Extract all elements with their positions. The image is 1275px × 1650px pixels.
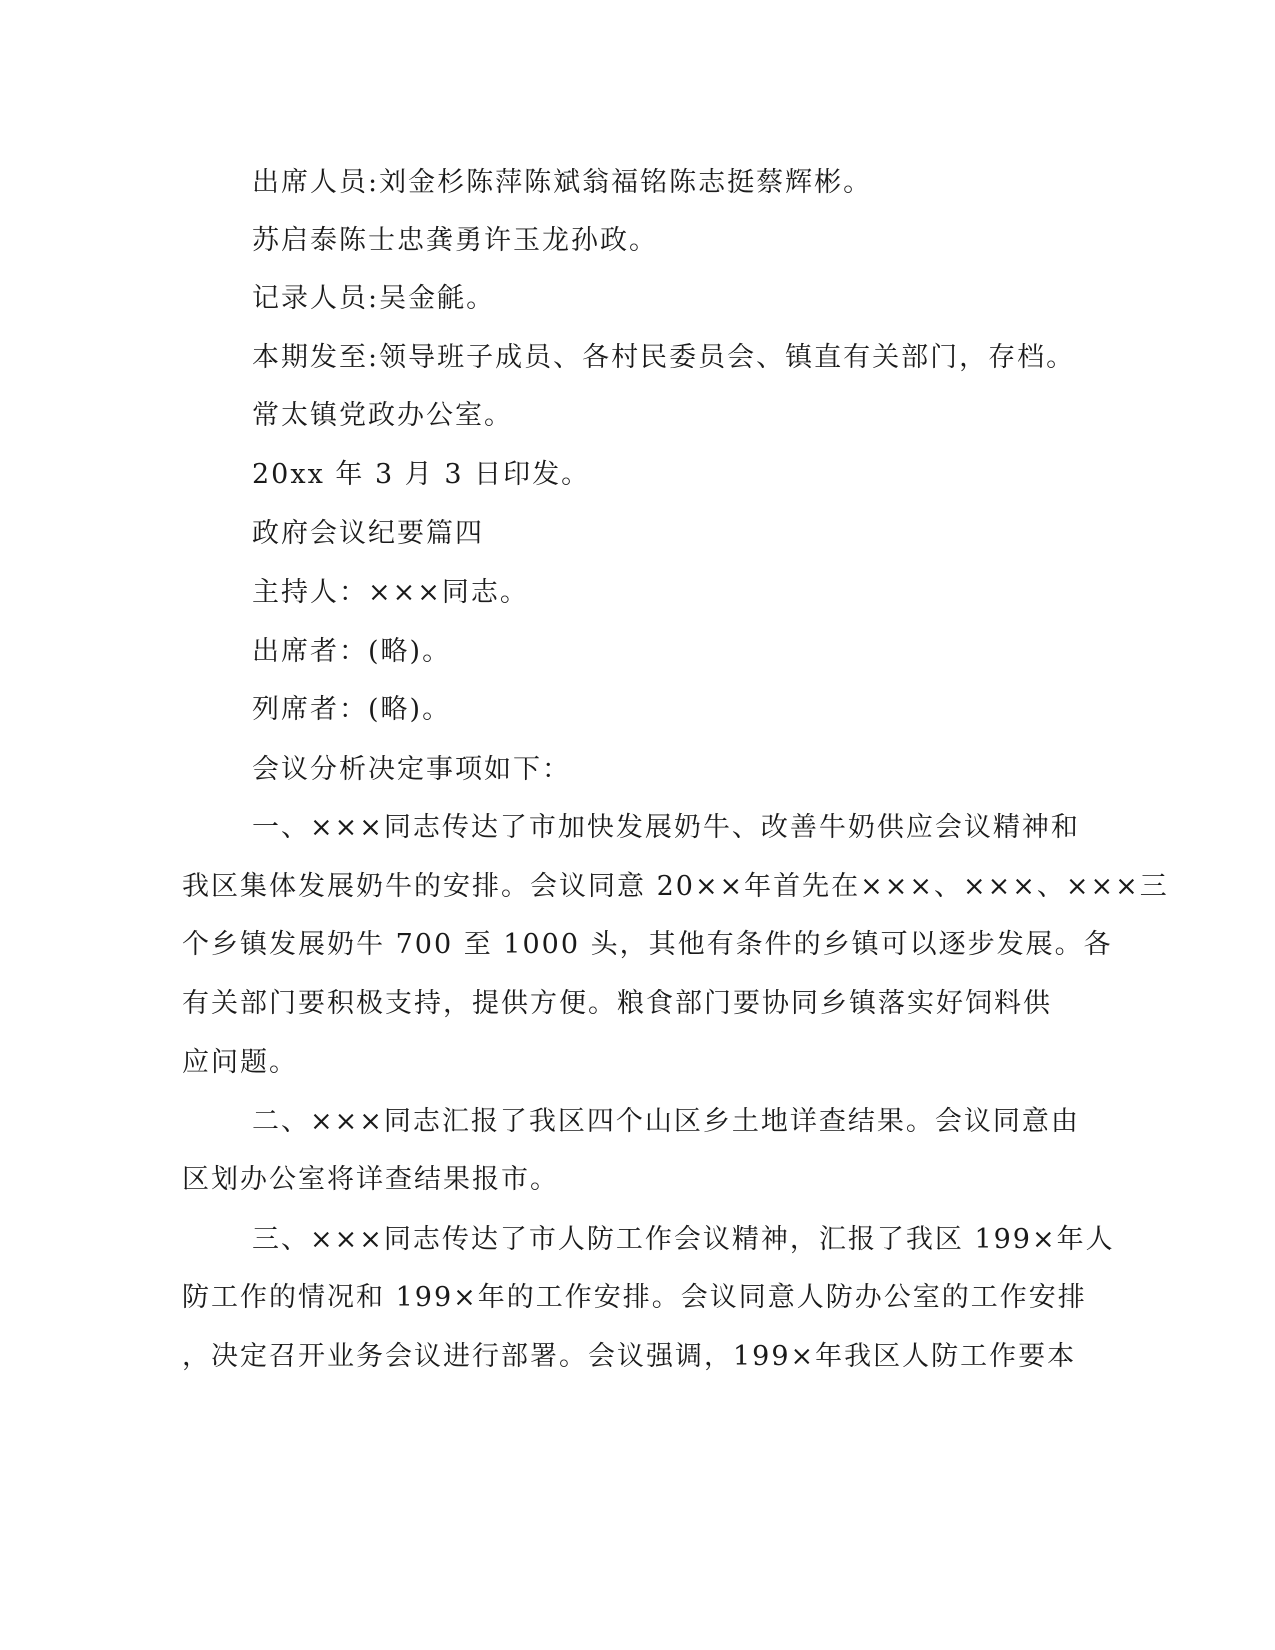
paragraph-2-line-2: 区划办公室将详查结果报市。 [182,1164,559,1195]
paragraph-1-line-3: 个乡镇发展奶牛 700 至 1000 头，其他有条件的乡镇可以逐步发展。各 [182,929,1113,960]
attendees-continued-line: 苏启泰陈士忠龚勇许玉龙孙政。 [252,225,658,256]
paragraph-3-line-3: ，决定召开业务会议进行部署。会议强调，199×年我区人防工作要本 [182,1341,1077,1372]
paragraph-3-line-1: 三、×××同志传达了市人防工作会议精神，汇报了我区 199×年人 [252,1224,1115,1255]
issue-date-line: 20xx 年 3 月 3 日印发。 [252,459,591,490]
observers-line: 列席者：(略)。 [252,694,452,725]
paragraph-1-line-5: 应问题。 [182,1047,298,1078]
paragraph-1-line-4: 有关部门要积极支持，提供方便。粮食部门要协同乡镇落实好饲料供 [182,988,1052,1019]
distribution-line: 本期发至:领导班子成员、各村民委员会、镇直有关部门，存档。 [252,342,1076,373]
host-line: 主持人：×××同志。 [252,577,529,608]
decisions-intro-line: 会议分析决定事项如下： [252,754,571,785]
paragraph-3-line-2: 防工作的情况和 199×年的工作安排。会议同意人防办公室的工作安排 [182,1282,1087,1313]
attendees-line: 出席人员:刘金杉陈萍陈斌翁福铭陈志挺蔡辉彬。 [252,167,873,198]
paragraph-1-line-1: 一、×××同志传达了市加快发展奶牛、改善牛奶供应会议精神和 [252,812,1080,843]
attendance-line: 出席者：(略)。 [252,636,452,667]
recorder-line: 记录人员:吴金毹。 [252,283,496,314]
paragraph-2-line-1: 二、×××同志汇报了我区四个山区乡土地详查结果。会议同意由 [252,1106,1080,1137]
section-heading: 政府会议纪要篇四 [252,518,484,549]
issuing-office-line: 常太镇党政办公室。 [252,400,513,431]
paragraph-1-line-2: 我区集体发展奶牛的安排。会议同意 20××年首先在×××、×××、×××三 [182,871,1169,902]
